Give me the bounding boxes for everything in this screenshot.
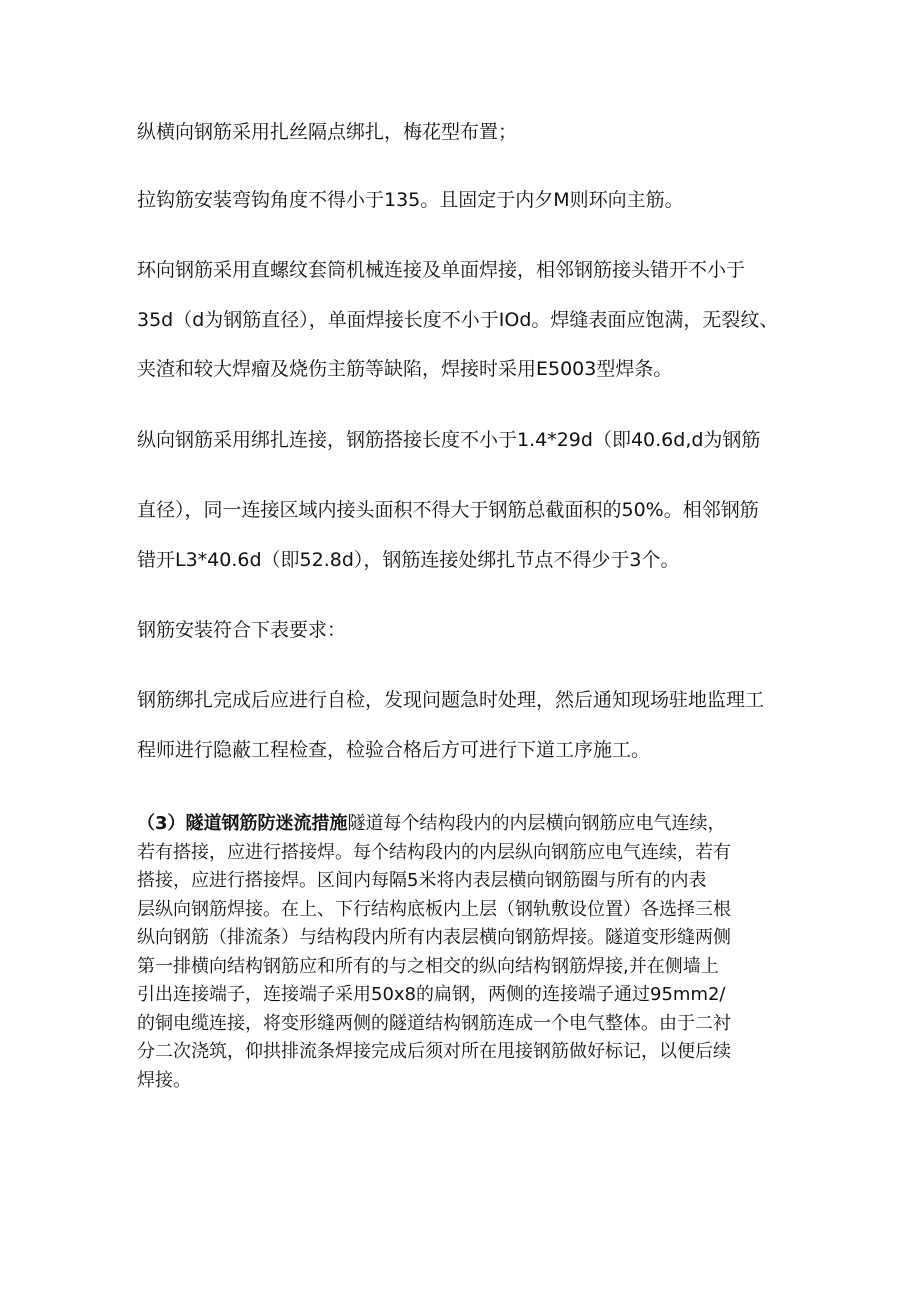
text-line: 若有搭接，应进行搭接焊。每个结构段内的内层纵向钢筋应电气连续，若有 bbox=[137, 841, 731, 863]
text-line: 错开L3*40.6d（即52.8d），钢筋连接处绑扎节点不得少于3个。 bbox=[137, 549, 680, 571]
text-line: 环向钢筋采用直螺纹套筒机械连接及单面焊接，相邻钢筋接头错开不小于 bbox=[137, 259, 746, 281]
paragraph-binding-method: 纵横向钢筋采用扎丝隔点绑扎，梅花型布置； bbox=[137, 121, 518, 143]
text-line: 焊接。 bbox=[137, 1069, 191, 1091]
paragraph-table-requirement: 钢筋安装符合下表要求： bbox=[137, 619, 347, 641]
text-line: 纵向钢筋（排流条）与结构段内所有内表层横向钢筋焊接。隧道变形缝两侧 bbox=[137, 927, 731, 948]
text-line: 35d（d为钢筋直径），单面焊接长度不小于IOd。焊缝表面应饱满，无裂纹、 bbox=[137, 309, 779, 331]
text-line: 的铜电缆连接，将变形缝两侧的隧道结构钢筋连成一个电气整体。由于二衬 bbox=[137, 1012, 731, 1034]
text-line: 分二次浇筑，仰拱排流条焊接完成后须对所在甩接钢筋做好标记，以便后续 bbox=[137, 1041, 731, 1062]
text-line: 钢筋绑扎完成后应进行自检，发现问题急时处理，然后通知现场驻地监理工 bbox=[137, 689, 765, 711]
text-line bbox=[137, 810, 807, 839]
text-line: 引出连接端子，连接端子采用50x8的扁钢，两侧的连接端子通过95mm2∕ bbox=[137, 984, 726, 1005]
text-line: 夹渣和较大焊瘤及烧伤主筋等缺陷，焊接时采用E5003型焊条。 bbox=[137, 358, 673, 380]
text-line: 搭接，应进行搭接焊。区间内每隔5米将内表层横向钢筋圈与所有的内表 bbox=[137, 870, 707, 891]
text-line: 纵向钢筋采用绑扎连接，钢筋搭接长度不小于1.4*29d（即40.6d,d为钢筋 bbox=[137, 429, 761, 451]
paragraph-stray-current-measures bbox=[137, 810, 807, 1095]
text-line: 层纵向钢筋焊接。在上、下行结构底板内上层（钢轨敷设位置）各选择三根 bbox=[137, 898, 731, 920]
text-fragment: 隧道每个结构段内的内层横向钢筋应电气连续， bbox=[347, 813, 726, 834]
section-heading: （3）隧道钢筋防迷流措施 bbox=[137, 813, 348, 834]
paragraph-hook-installation: 拉钩筋安装弯钩角度不得小于135。且固定于内夕M则环向主筋。 bbox=[137, 189, 684, 211]
text-line: 第一排横向结构钢筋应和所有的与之相交的纵向结构钢筋焊接,并在侧墙上 bbox=[137, 955, 719, 977]
text-line: 直径），同一连接区域内接头面积不得大于钢筋总截面积的50%。相邻钢筋 bbox=[137, 499, 759, 521]
text-line: 程师进行隐蔽工程检查，检验合格后方可进行下道工序施工。 bbox=[137, 739, 651, 761]
